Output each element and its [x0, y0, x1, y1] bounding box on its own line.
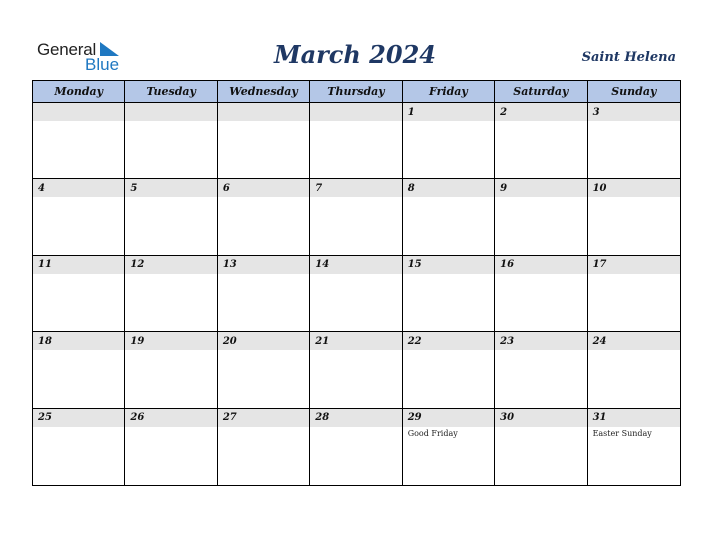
day-number: 2	[500, 106, 508, 118]
day-cell	[125, 409, 217, 485]
day-cell	[33, 256, 125, 332]
day-cell	[588, 409, 680, 485]
day-cell	[495, 409, 587, 485]
day-number-band	[588, 179, 680, 197]
day-number: 15	[407, 259, 422, 271]
day-number-band	[218, 103, 309, 121]
day-number-band	[588, 103, 680, 121]
day-number-band	[33, 179, 124, 197]
day-number-band	[125, 256, 216, 274]
day-number-band	[218, 332, 309, 350]
day-cell	[403, 179, 495, 255]
day-cell	[495, 332, 587, 408]
weekday-header: Wednesday	[218, 81, 310, 103]
day-number: 10	[592, 182, 607, 194]
day-number: 4	[38, 182, 45, 194]
day-number-band	[218, 256, 309, 274]
day-number: 14	[315, 259, 330, 271]
day-number-band	[310, 256, 401, 274]
day-number-band	[403, 179, 494, 197]
weekday-header: Friday	[403, 81, 495, 103]
day-number-band	[588, 332, 680, 350]
region-label: Saint Helena	[581, 50, 676, 65]
day-number: 1	[407, 106, 415, 118]
day-number: 23	[500, 335, 515, 347]
day-number: 7	[315, 182, 323, 194]
day-number: 26	[130, 412, 145, 424]
day-cell	[33, 409, 125, 485]
day-number-band	[33, 256, 124, 274]
day-cell	[125, 256, 217, 332]
day-number-band	[495, 409, 586, 427]
day-number: 27	[222, 412, 237, 424]
day-number-band	[310, 409, 401, 427]
day-number-band	[33, 332, 124, 350]
day-cell	[588, 256, 680, 332]
day-number-band	[403, 409, 494, 427]
day-cell	[403, 103, 495, 179]
day-cell	[125, 179, 217, 255]
holiday-label: Easter Sunday	[592, 428, 652, 438]
day-number-band	[125, 103, 216, 121]
day-number-band	[495, 103, 586, 121]
day-cell	[33, 332, 125, 408]
day-number: 16	[500, 259, 515, 271]
day-number: 11	[38, 259, 52, 271]
day-cell	[495, 256, 587, 332]
day-cell	[125, 103, 217, 179]
day-cell	[310, 409, 402, 485]
day-number-band	[218, 409, 309, 427]
day-cell	[33, 179, 125, 255]
day-number: 28	[315, 412, 330, 424]
page-title: March 2024	[274, 40, 436, 69]
day-cell	[495, 179, 587, 255]
day-number-band	[588, 409, 680, 427]
day-number: 6	[222, 182, 230, 194]
day-cell	[310, 103, 402, 179]
day-number: 22	[407, 335, 422, 347]
day-cell	[495, 103, 587, 179]
day-cell	[310, 332, 402, 408]
day-number: 24	[592, 335, 607, 347]
day-number-band	[310, 179, 401, 197]
day-number-band	[33, 103, 124, 121]
day-cell	[310, 256, 402, 332]
day-cell	[403, 409, 495, 485]
day-number-band	[403, 256, 494, 274]
day-number: 9	[500, 182, 508, 194]
day-number: 12	[130, 259, 145, 271]
day-cell	[125, 332, 217, 408]
day-cell	[403, 256, 495, 332]
logo-text-general: General	[37, 40, 97, 59]
day-number: 13	[222, 259, 237, 271]
day-number: 19	[130, 335, 145, 347]
day-cell	[218, 103, 310, 179]
day-number-band	[588, 256, 680, 274]
logo-text-blue: Blue	[85, 55, 120, 74]
day-cell	[218, 409, 310, 485]
day-number: 20	[222, 335, 237, 347]
day-number: 31	[592, 412, 607, 424]
day-cell	[588, 332, 680, 408]
day-number: 17	[592, 259, 607, 271]
day-cell	[218, 256, 310, 332]
day-cell	[588, 103, 680, 179]
weekday-header: Thursday	[310, 81, 402, 103]
day-number-band	[310, 103, 401, 121]
day-number: 3	[592, 106, 600, 118]
day-cell	[33, 103, 125, 179]
day-number: 21	[315, 335, 330, 347]
calendar-grid	[32, 80, 681, 486]
day-number-band	[495, 256, 586, 274]
holiday-label: Good Friday	[407, 428, 458, 438]
brand-logo	[37, 40, 137, 74]
weekday-header: Monday	[33, 81, 125, 103]
day-number-band	[125, 332, 216, 350]
day-cell	[218, 332, 310, 408]
day-cell	[218, 179, 310, 255]
day-cell	[310, 179, 402, 255]
day-number: 18	[38, 335, 52, 347]
weekday-header: Sunday	[588, 81, 680, 103]
day-number: 30	[500, 412, 515, 424]
day-number-band	[218, 179, 309, 197]
day-number-band	[33, 409, 124, 427]
day-cell	[588, 179, 680, 255]
day-number-band	[495, 332, 586, 350]
day-number: 5	[130, 182, 138, 194]
weekday-header: Saturday	[495, 81, 587, 103]
day-number: 8	[407, 182, 415, 194]
day-number-band	[403, 103, 494, 121]
day-cell	[403, 332, 495, 408]
day-number-band	[403, 332, 494, 350]
day-number-band	[125, 179, 216, 197]
day-number: 29	[407, 412, 422, 424]
day-number-band	[310, 332, 401, 350]
day-number-band	[125, 409, 216, 427]
day-number: 25	[38, 412, 52, 424]
day-number-band	[495, 179, 586, 197]
weekday-header: Tuesday	[125, 81, 217, 103]
